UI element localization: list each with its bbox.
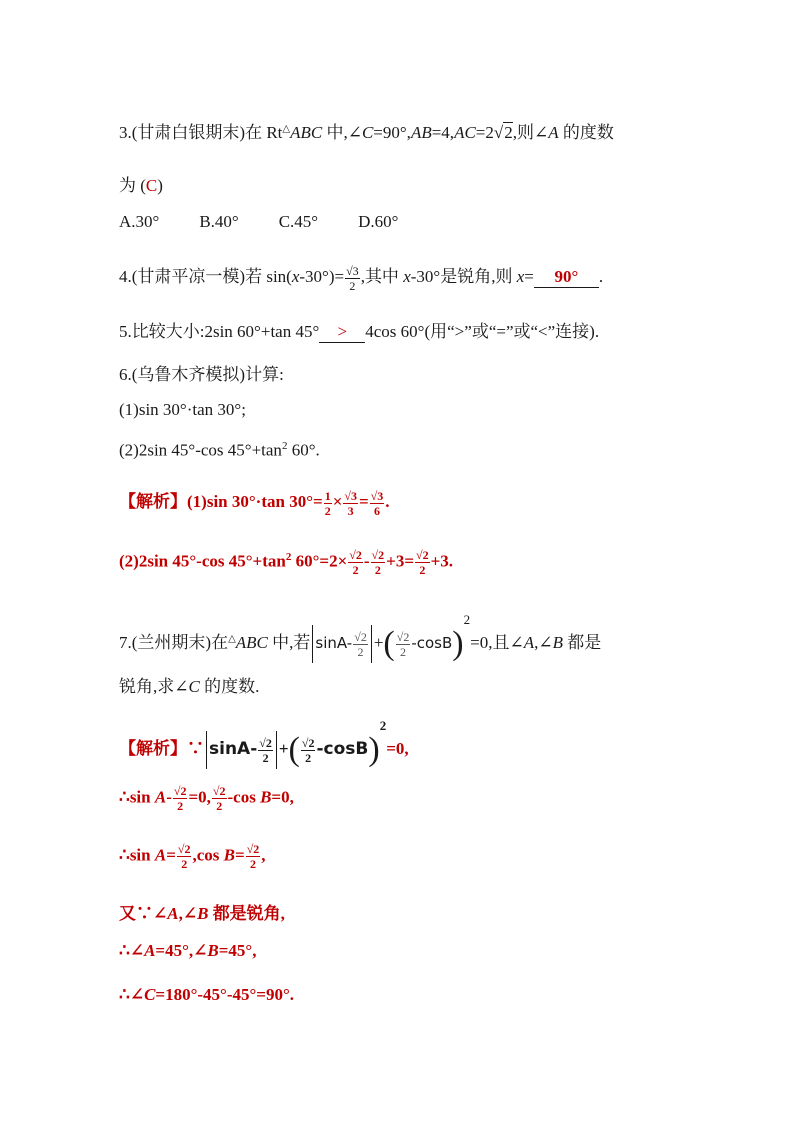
- q3-options: A.30° B.40° C.45° D.60°: [119, 212, 399, 231]
- q5-line: 5.比较大小:2sin 60°+tan 45° > 4cos 60°(用“>”或“=”或“<”连接).: [119, 322, 600, 341]
- q7-solution-6: ∴∠C=180°-45°-45°=90°.: [119, 985, 295, 1004]
- q7-solution-5: ∴∠A=45°,∠B=45°,: [119, 941, 257, 960]
- q7-solution-3: ∴sin A= $\frac{√2}{2}$ ,cos B= $\frac{√2}{2}$ ,: [119, 842, 266, 871]
- q7-solution-4: 又∵∠A,∠B 都是锐角,: [119, 904, 285, 923]
- q7-solution-1: 【解析】∵ sinA- $\frac{√2}{2}$ +( $\frac{√2}{2}$ -cosB)$^2$=0,: [119, 718, 409, 769]
- q3-line1: 3.(甘肃白银期末)在 Rt△ABC 中,∠C=90°,AB=4,AC=2√2,则∠A 的度数: [119, 123, 614, 142]
- sqrt-two: √2: [493, 123, 513, 142]
- q4-answer-blank: 90°: [534, 267, 599, 288]
- q6-title: 6.(乌鲁木齐模拟)计算:: [119, 365, 284, 384]
- solution-label: 【解析】: [119, 739, 187, 758]
- q7-line1: 7.(兰州期末)在△ABC 中,若 sinA- $\frac{√2}{2}$ +( $\frac{√2}{2}$ -cosB)$^2$=0,且∠A,∠B 都是: [119, 612, 602, 663]
- solution-label: 【解析】: [119, 492, 187, 511]
- q3-line2: 为 (C): [119, 176, 163, 195]
- q7-line2: 锐角,求∠C 的度数.: [119, 677, 260, 696]
- q4-line: 4.(甘肃平凉一模)若 sin(x-30°)= $\frac{√3}{2}$ ,其中 x-30°是锐角,则 x= 90° .: [119, 263, 604, 293]
- q5-answer-blank: >: [319, 322, 365, 343]
- q6-part1: (1)sin 30°·tan 30°;: [119, 400, 246, 419]
- q6-solution-1: 【解析】(1)sin 30°·tan 30°= $\frac{1}{2}$ × $\frac{√3}{3}$ = $\frac{√3}{6}$ .: [119, 488, 390, 518]
- q6-part2: (2)2sin 45°-cos $45^\circ+\tan^2$ 60°.: [119, 440, 320, 460]
- q6-solution-2: (2)2sin 45°-cos $45^\circ+\tan^2$ 60°=2× $\frac{√2}{2}$ - $\frac{√2}{2}$ +3= $\frac{√2}{2}$ +3.: [119, 548, 454, 577]
- q7-solution-2: ∴sin A- $\frac{√2}{2}$ =0, $\frac{√2}{2}$ -cos B=0,: [119, 784, 294, 813]
- q3-answer: C: [145, 176, 158, 195]
- fraction: $\frac{√3}{2}$: [346, 263, 359, 293]
